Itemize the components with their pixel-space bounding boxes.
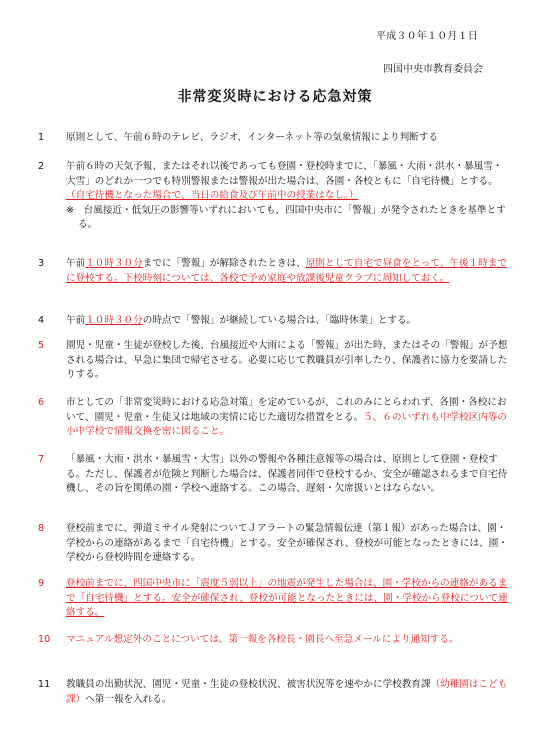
item-text: 「暴風・大雨・洪水・暴風雪・大雪」以外の警報や各種注意報等の場合は、原則として登園・登校する。ただし、保護者が危険と判断した場合は、保護者同伴で登校するか、安全が確認されるまで自宅待機し、その旨を関係の園・学校へ連絡する。この場合、遅刻・欠席扱いとはならない。 [66, 454, 508, 494]
item-note: ※ 台風接近・低気圧の影響等いずれにおいても、四国中央市に「警報」が発令されたときを基準とする。 [66, 204, 506, 230]
item-text-main: 教職員の出勤状況、園児・児童・生徒の登校状況、被害状況等を速やかに学校教育課 [66, 679, 431, 690]
item-text [66, 257, 508, 286]
list-item [38, 160, 508, 233]
item-number: 4 [38, 315, 45, 326]
document-date: 平成３０年１０月１日 [376, 31, 478, 42]
item-number: 8 [38, 523, 45, 534]
issuing-organization: 四国中央市教育委員会 [383, 64, 483, 75]
item-text [66, 314, 508, 329]
item-text [66, 678, 508, 707]
item-text-highlight: （幼稚園はこども課） [66, 679, 508, 705]
document-title: 非常変災時における応急対策 [177, 89, 373, 105]
item-number: 7 [38, 454, 45, 465]
list-item [38, 678, 508, 707]
item-time-highlight: １０時３０分 [85, 258, 143, 269]
item-number: 10 [38, 634, 51, 645]
list-item [38, 396, 508, 440]
item-number: 9 [38, 578, 45, 589]
item-text: 園児・児童・生徒が登校した後、台風接近や大雨による「警報」が出た時、またはその「警報」が予想される場合は、早急に集団で帰宅させる。必要に応じて教職員が引率したり、保護者に協力を要請したりする。 [66, 340, 508, 380]
item-text-highlight: 原則として自宅で昼食をとって、午後１時までに登校する。下校時刻については、各校で予め家庭や放課後児童クラブに周知しておく。 [66, 258, 507, 284]
list-item [38, 577, 508, 621]
list-item [38, 314, 508, 329]
item-number: 1 [38, 132, 45, 143]
item-text-main: までに「警報」が解除されたときは、 [142, 258, 306, 269]
item-text-main: 午前６時の天気予報、またはそれ以後であっても登園・登校時までに、「暴風・大雨・洪水・暴風雪・大雪」のどれか一つでも特別警報または警報が出た場合は、各園・各校ともに「自宅待機」とする。 [66, 161, 503, 187]
list-item [38, 257, 508, 286]
list-item [38, 131, 508, 146]
item-number: 2 [38, 161, 45, 172]
item-text-highlight: マニュアル想定外のことについては、第一報を各校長・園長へ至急メールにより通知する。 [66, 634, 459, 645]
item-number: 5 [38, 340, 45, 351]
item-text-highlight: （自宅待機となった場合で、当日の給食及び午前中の授業はなし。） [66, 190, 359, 201]
item-text-highlight: ５、６のいずれも中学校区内等の小中学校で情報交換を密に図ること。 [66, 411, 508, 437]
item-number: 11 [38, 679, 51, 690]
item-text [66, 396, 508, 440]
item-text-main: へ第一報を入れる。 [85, 693, 172, 705]
list-item [38, 453, 508, 497]
item-text-main: 午前 [66, 315, 86, 326]
item-text: 登校前までに、弾道ミサイル発射についてＪアラートの緊急情報伝達（第１報）があった場合は、園・学校からの連絡があるまで「自宅待機」とする。安全が確保され、登校が可能となったときには、園・学校から登校時間を連絡する。 [66, 523, 508, 563]
item-text-main: 午前 [66, 258, 86, 269]
item-text: 原則として、午前６時のテレビ、ラジオ、インターネット等の気象情報により判断する [66, 132, 438, 143]
item-text-main: 市としての「非常変災時における応急対策」を定めているが、これのみにとらわれず、各園・各校において、園児・児童・生徒又は地域の実情に応じた適切な措置をとる。 [66, 397, 507, 423]
item-text-highlight: 登校前までに、四国中央市に「震度５弱以上」の地震が発生した場合は、園・学校からの連絡があるまで「自宅待機」とする。安全が確保され、登校が可能となったときには、園・学校から登校について連絡する。 [66, 578, 508, 618]
item-time-highlight: １０時３０分 [85, 315, 143, 326]
item-text [66, 160, 508, 204]
item-text-main: の時点で「警報」が継続している場合は、「臨時休業」とする。 [142, 315, 417, 326]
list-item [38, 339, 508, 383]
item-number: 6 [38, 397, 45, 408]
list-item [38, 633, 508, 648]
item-number: 3 [38, 258, 45, 269]
list-item [38, 522, 508, 566]
